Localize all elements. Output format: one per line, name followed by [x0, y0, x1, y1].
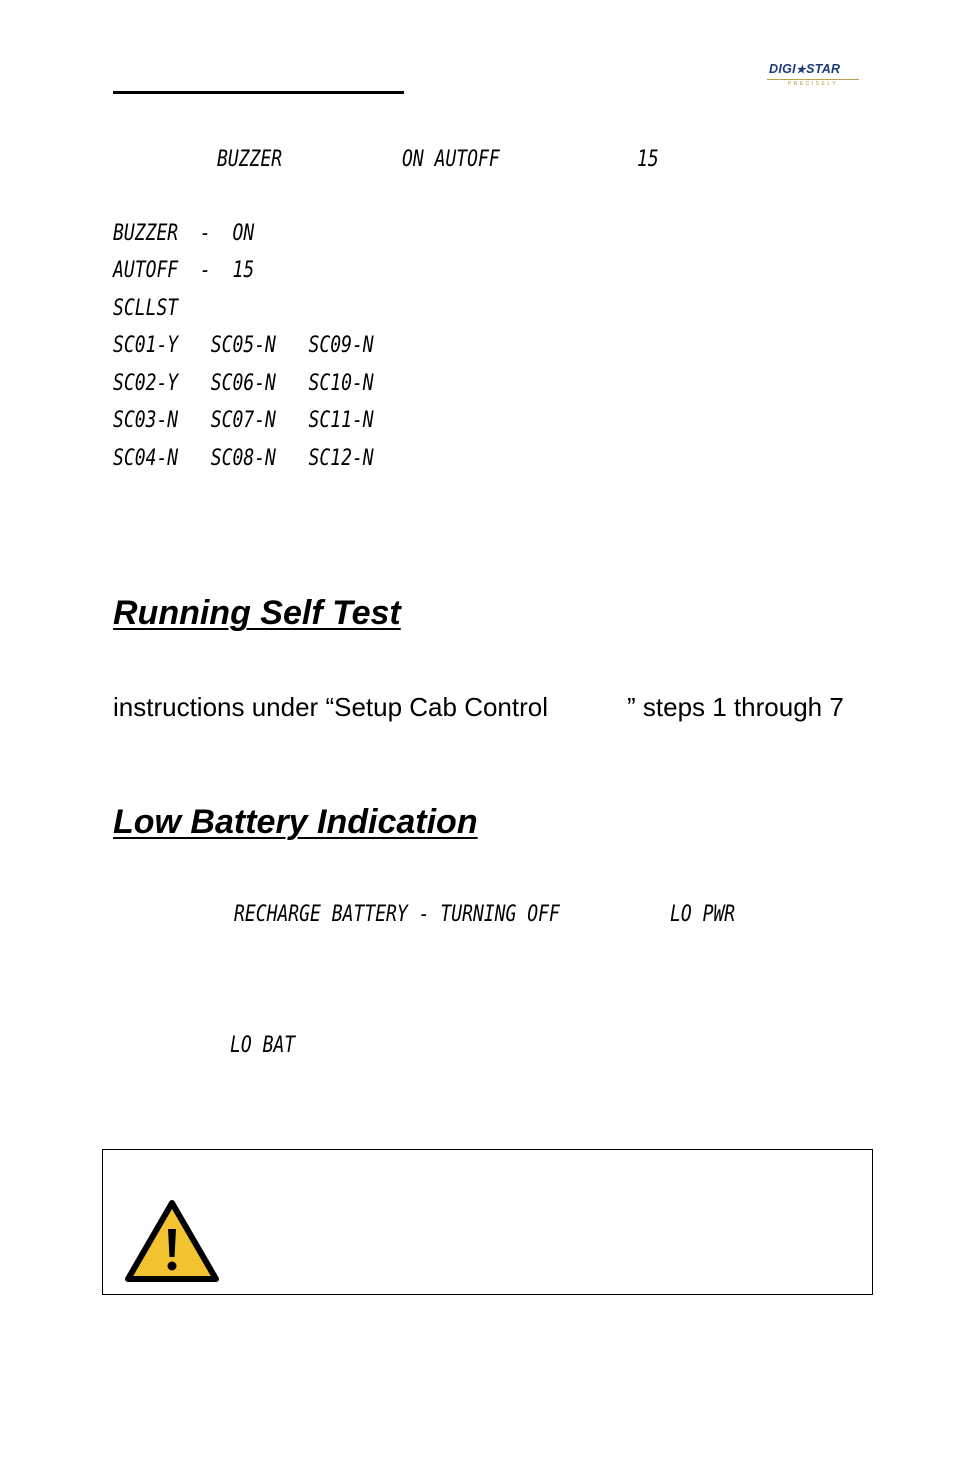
display-lo-pwr: LO PWR — [670, 902, 736, 927]
display-row: AUTOFF - 15 — [113, 258, 255, 283]
display-row: SC02-Y SC06-N SC10-N — [113, 371, 374, 396]
self-test-text-a: instructions under “Setup Cab Control — [113, 692, 549, 722]
star-icon: ★ — [795, 64, 807, 76]
warning-triangle-icon — [124, 1199, 220, 1283]
self-test-text-b: ” steps 1 through 7 — [627, 692, 844, 722]
header-rule — [113, 91, 404, 94]
display-lo-bat: LO BAT — [230, 1033, 296, 1058]
display-row: SC04-N SC08-N SC12-N — [113, 446, 374, 471]
display-row: SCLLST — [113, 296, 179, 321]
low-battery-heading: Low Battery Indication — [113, 803, 478, 841]
display-row: SC03-N SC07-N SC11-N — [113, 408, 374, 433]
display-fifteen: 15 — [637, 147, 659, 172]
logo-tagline: PRECISELY — [787, 81, 839, 87]
display-buzzer: BUZZER — [217, 147, 283, 172]
logo-underline — [767, 79, 859, 80]
logo-brand-end: STAR — [806, 62, 841, 76]
display-on-autoff: ON AUTOFF — [402, 147, 500, 172]
logo-brand: DIGI — [769, 62, 796, 76]
self-test-heading: Running Self Test — [113, 594, 401, 632]
display-row: BUZZER - ON — [113, 221, 255, 246]
display-recharge-battery: RECHARGE BATTERY - TURNING OFF — [234, 902, 560, 927]
digistar-logo — [766, 62, 860, 88]
display-row: SC01-Y SC05-N SC09-N — [113, 333, 374, 358]
